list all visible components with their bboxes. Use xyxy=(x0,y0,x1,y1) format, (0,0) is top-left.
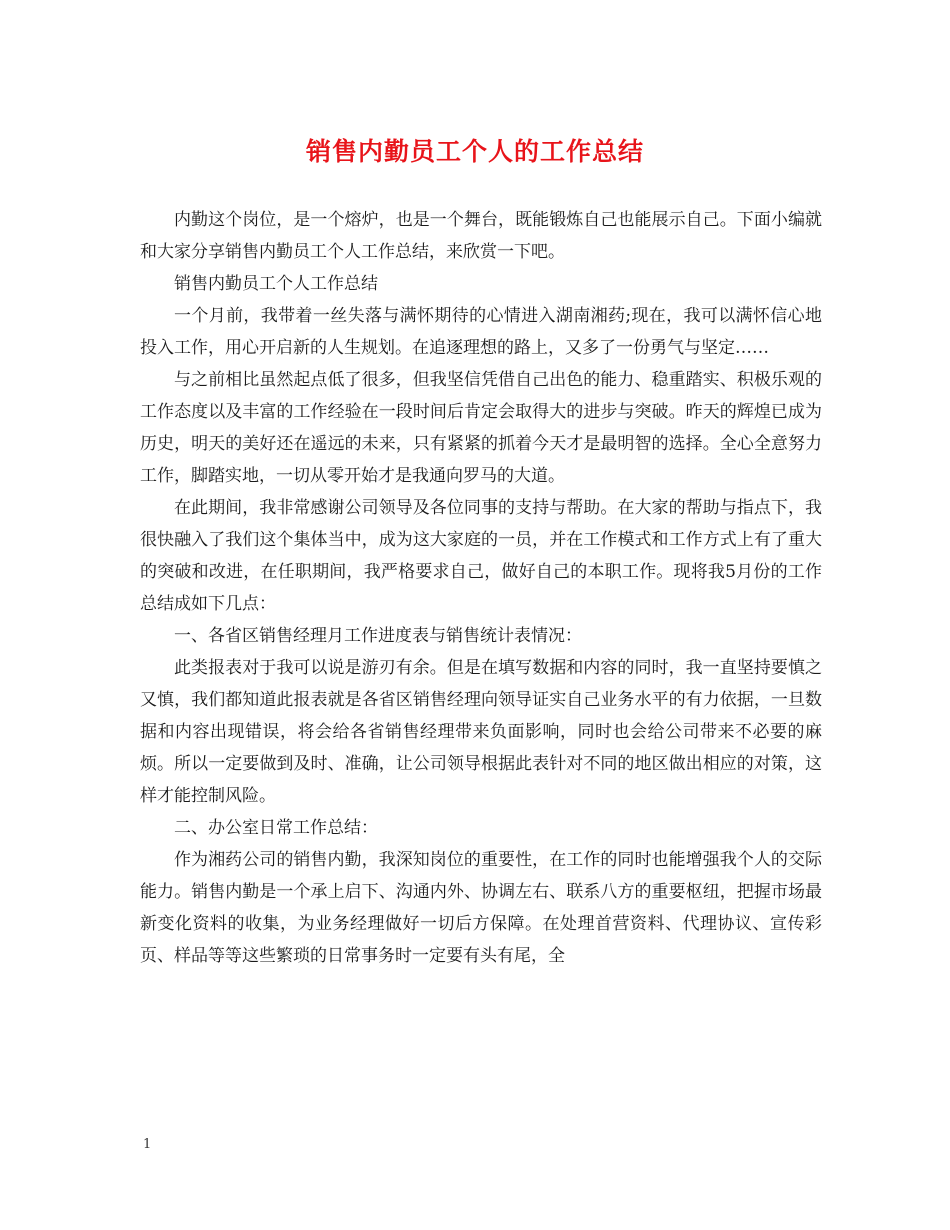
paragraph-3: 在此期间，我非常感谢公司领导及各位同事的支持与帮助。在大家的帮助与指点下，我很快融入了我们这个集体当中，成为这大家庭的一员，并在工作模式和工作方式上有了重大的突破和改进，在任职期间，我严格要求自己，做好自己的本职工作。现将我5月份的工作总结成如下几点： xyxy=(140,498,822,614)
paragraph-subtitle: 销售内勤员工个人工作总结 xyxy=(174,274,378,294)
document-body xyxy=(140,204,822,972)
paragraph-2: 与之前相比虽然起点低了很多，但我坚信凭借自己出色的能力、稳重踏实、积极乐观的工作态度以及丰富的工作经验在一段时间后肯定会取得大的进步与突破。昨天的辉煌已成为历史，明天的美好还在遥远的未来，只有紧紧的抓着今天才是最明智的选择。全心全意努力工作，脚踏实地，一切从零开始才是我通向罗马的大道。 xyxy=(140,370,822,486)
paragraph-intro: 内勤这个岗位，是一个熔炉，也是一个舞台，既能锻炼自己也能展示自己。下面小编就和大家分享销售内勤员工个人工作总结，来欣赏一下吧。 xyxy=(140,210,822,262)
page-number: 1 xyxy=(143,1137,152,1152)
section-heading-2: 二、办公室日常工作总结： xyxy=(174,818,378,838)
paragraph-4: 此类报表对于我可以说是游刃有余。但是在填写数据和内容的同时，我一直坚持要慎之又慎，我们都知道此报表就是各省区销售经理向领导证实自己业务水平的有力依据，一旦数据和内容出现错误，将会给各省销售经理带来负面影响，同时也会给公司带来不必要的麻烦。所以一定要做到及时、准确，让公司领导根据此表针对不同的地区做出相应的对策，这样才能控制风险。 xyxy=(140,658,822,806)
paragraph-5: 作为湘药公司的销售内勤，我深知岗位的重要性，在工作的同时也能增强我个人的交际能力。销售内勤是一个承上启下、沟通内外、协调左右、联系八方的重要枢纽，把握市场最新变化资料的收集，为业务经理做好一切后方保障。在处理首营资料、代理协议、宣传彩页、样品等等这些繁琐的日常事务时一定要有头有尾，全 xyxy=(140,850,822,966)
document-title: 销售内勤员工个人的工作总结 xyxy=(305,137,644,166)
paragraph-1: 一个月前，我带着一丝失落与满怀期待的心情进入湖南湘药;现在，我可以满怀信心地投入工作，用心开启新的人生规划。在追逐理想的路上，又多了一份勇气与坚定…… xyxy=(140,306,822,358)
section-heading-1: 一、各省区销售经理月工作进度表与销售统计表情况： xyxy=(174,626,582,646)
